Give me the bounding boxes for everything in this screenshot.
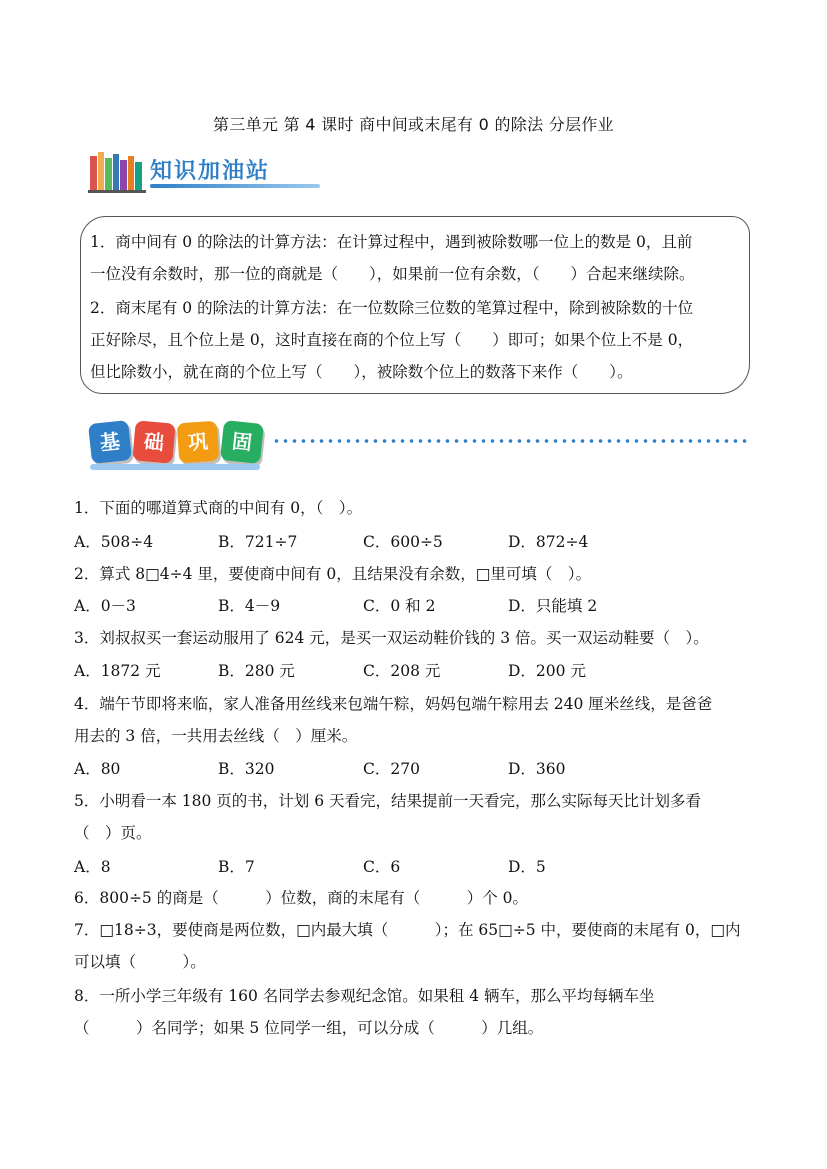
- option-d[interactable]: D．872÷4: [508, 533, 589, 551]
- option-a[interactable]: A．0－3: [74, 597, 136, 615]
- option-a[interactable]: A．1872 元: [74, 662, 161, 680]
- knowledge-line: 正好除尽，且个位上是 0，这时直接在商的个位上写（ ）即可；如果个位上不是 0，: [90, 331, 694, 349]
- question-6: 6．800÷5 的商是（ ）位数，商的末尾有（ ）个 0。: [74, 889, 529, 907]
- question-2: 2．算式 8□4÷4 里，要使商中间有 0，且结果没有余数，□里可填（ ）。: [74, 565, 592, 583]
- question-7-line-1: 7．□18÷3，要使商是两位数，□内最大填（ ）；在 65□÷5 中，要使商的末尾有 0，□内: [74, 921, 741, 939]
- knowledge-line: 一位没有余数时，那一位的商就是（ ），如果前一位有余数，（ ）合起来继续除。: [90, 265, 695, 283]
- banner-underline: [90, 464, 260, 470]
- knowledge-station-banner: [88, 148, 318, 196]
- question-3: 3．刘叔叔买一套运动服用了 624 元，是买一双运动鞋价钱的 3 倍。买一双运动鞋要（ ）。: [74, 629, 709, 647]
- option-c[interactable]: C．270: [363, 760, 420, 778]
- dotted-line: [272, 438, 748, 444]
- question-5-line-1: 5．小明看一本 180 页的书，计划 6 天看完，结果提前一天看完，那么实际每天比计划多看: [74, 792, 702, 810]
- books-icon: [88, 148, 146, 194]
- option-b[interactable]: B．721÷7: [218, 533, 298, 551]
- banner-tile-4: 固: [220, 420, 264, 464]
- option-b[interactable]: B．7: [218, 858, 255, 876]
- knowledge-line: 1．商中间有 0 的除法的计算方法：在计算过程中，遇到被除数哪一位上的数是 0，且前: [90, 233, 693, 251]
- option-b[interactable]: B．320: [218, 760, 275, 778]
- option-c[interactable]: C．600÷5: [363, 533, 443, 551]
- question-8-line-2: （ ）名同学；如果 5 位同学一组，可以分成（ ）几组。: [74, 1019, 544, 1037]
- question-1: 1．下面的哪道算式商的中间有 0，（ ）。: [74, 499, 363, 517]
- banner-tile-2: 础: [132, 420, 175, 463]
- option-d[interactable]: D．200 元: [508, 662, 586, 680]
- knowledge-station-title: 知识加油站: [150, 159, 271, 184]
- option-c[interactable]: C．208 元: [363, 662, 441, 680]
- knowledge-line: 2．商末尾有 0 的除法的计算方法：在一位数除三位数的笔算过程中，除到被除数的十位: [90, 299, 694, 317]
- option-d[interactable]: D．360: [508, 760, 566, 778]
- banner-tile-1: 基: [88, 420, 132, 464]
- option-a[interactable]: A．508÷4: [74, 533, 154, 551]
- question-4-line-2: 用去的 3 倍，一共用去丝线（ ）厘米。: [74, 727, 358, 745]
- option-b[interactable]: B．4－9: [218, 597, 281, 615]
- knowledge-line: 但比除数小，就在商的个位上写（ ），被除数个位上的数落下来作（ ）。: [90, 363, 633, 381]
- question-5-line-2: （ ）页。: [74, 824, 152, 842]
- question-7-line-2: 可以填（ ）。: [74, 953, 206, 971]
- banner-tile-3: 巩: [177, 421, 220, 464]
- option-c[interactable]: C．0 和 2: [363, 597, 436, 615]
- option-c[interactable]: C．6: [363, 858, 401, 876]
- basic-consolidation-banner: [88, 420, 748, 476]
- option-d[interactable]: D．5: [508, 858, 546, 876]
- question-8-line-1: 8．一所小学三年级有 160 名同学去参观纪念馆。如果租 4 辆车，那么平均每辆车坐: [74, 987, 655, 1005]
- option-d[interactable]: D．只能填 2: [508, 597, 598, 615]
- page-title: 第三单元 第 4 课时 商中间或末尾有 0 的除法 分层作业: [213, 115, 614, 134]
- option-a[interactable]: A．80: [74, 760, 121, 778]
- banner-underline: [150, 184, 320, 188]
- option-b[interactable]: B．280 元: [218, 662, 295, 680]
- question-4-line-1: 4．端午节即将来临，家人准备用丝线来包端午粽，妈妈包端午粽用去 240 厘米丝线，是爸爸: [74, 695, 713, 713]
- option-a[interactable]: A．8: [74, 858, 111, 876]
